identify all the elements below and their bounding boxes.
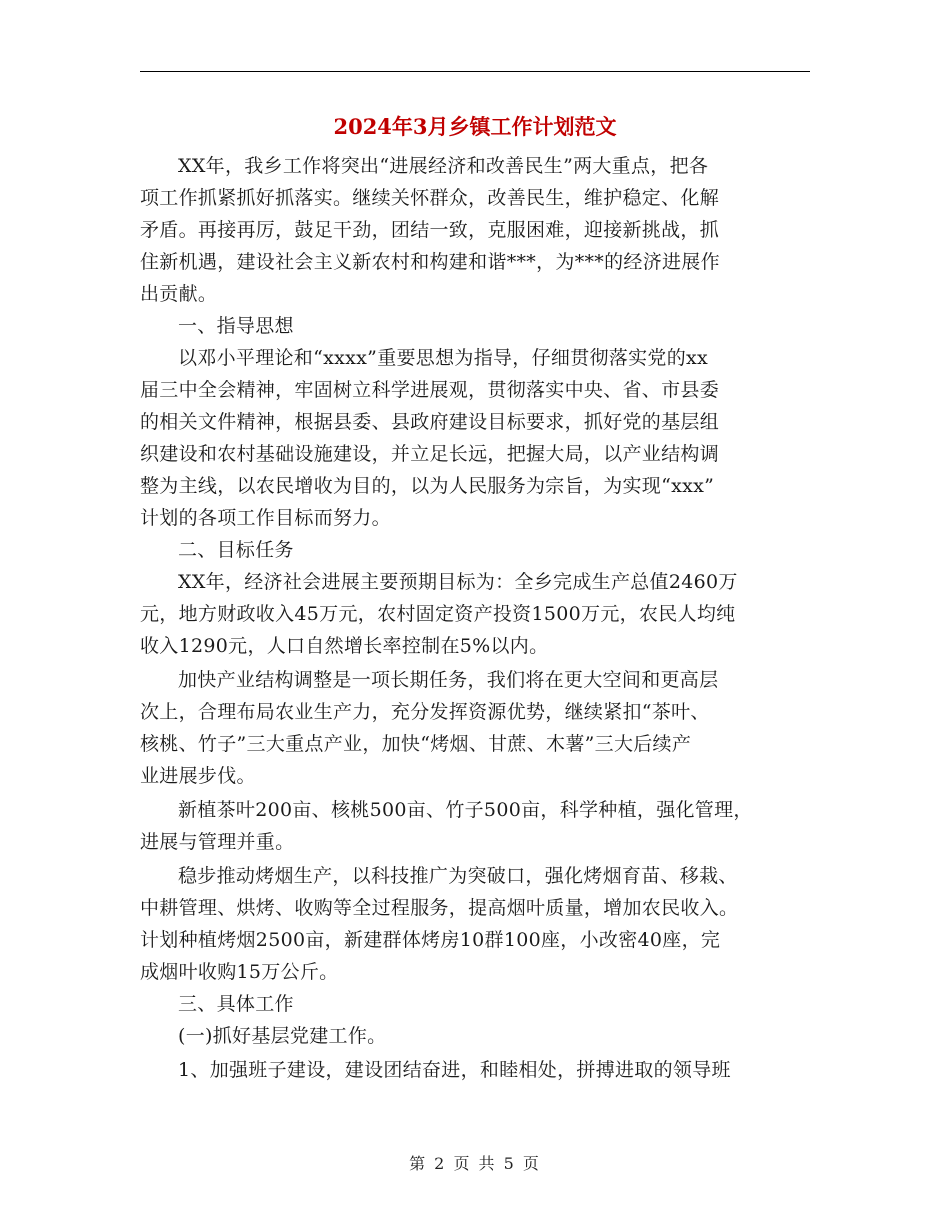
paragraph-new-planting: 新植茶叶200亩、核桃500亩、竹子500亩，科学种植，强化管理， 进展与管理并重。 bbox=[140, 799, 753, 853]
section-heading-targets: 二、目标任务 bbox=[178, 539, 294, 561]
paragraph-leadership-team: 1、加强班子建设，建设团结奋进，和睦相处，拼搏进取的领导班 bbox=[178, 1059, 731, 1081]
document-body bbox=[140, 150, 812, 1086]
paragraph-intro: XX年，我乡工作将突出“进展经济和改善民生”两大重点，把各 项工作抓紧抓好抓落实。继续关怀群众，改善民生，维护稳定、化解 矛盾。再接再厉，鼓足干劲，团结一致，克服困难，迎接新挑战，抓 住新机遇，建设社会主义新农村和构建和谐***，为***的经济进展作 出贡献。 bbox=[140, 155, 720, 305]
paragraph-guiding-ideology: 以邓小平理论和“xxxx”重要思想为指导，仔细贯彻落实党的xx 届三中全会精神，牢固树立科学进展观，贯彻落实中央、省、市县委 的相关文件精神，根据县委、县政府建设目标要求，抓好党的基层组 织建设和农村基础设施建设，并立足长远，把握大局，以产业结构调 整为主线，以农民增收为目的，以为人民服务为宗旨，为实现“xxx” 计划的各项工作目标而努力。 bbox=[140, 347, 720, 529]
document-title: 2024年3月乡镇工作计划范文 bbox=[333, 114, 617, 139]
page-footer: 第 2 页 共 5 页 bbox=[409, 1154, 541, 1173]
header-rule bbox=[140, 71, 810, 72]
paragraph-tobacco: 稳步推动烤烟生产，以科技推广为突破口，强化烤烟育苗、移栽、 中耕管理、烘烤、收购等全过程服务，提高烟叶质量，增加农民收入。 计划种植烤烟2500亩，新建群体烤房10群100座，小改密40座，完 成烟叶收购15万公斤。 bbox=[140, 865, 739, 983]
subsection-heading-party-building: (一)抓好基层党建工作。 bbox=[178, 1025, 387, 1047]
section-heading-specific-work: 三、具体工作 bbox=[178, 993, 294, 1015]
section-heading-guiding-ideology: 一、指导思想 bbox=[178, 315, 294, 337]
paragraph-industry-structure: 加快产业结构调整是一项长期任务，我们将在更大空间和更高层 次上，合理布局农业生产力，充分发挥资源优势，继续紧扣“茶叶、 核桃、竹子”三大重点产业，加快“烤烟、甘蔗、木薯”三大后续产 业进展步伐。 bbox=[140, 669, 719, 787]
paragraph-targets: XX年，经济社会进展主要预期目标为：全乡完成生产总值2460万 元，地方财政收入45万元，农村固定资产投资1500万元，农民人均纯 收入1290元，人口自然增长率控制在5%以内。 bbox=[140, 571, 738, 657]
